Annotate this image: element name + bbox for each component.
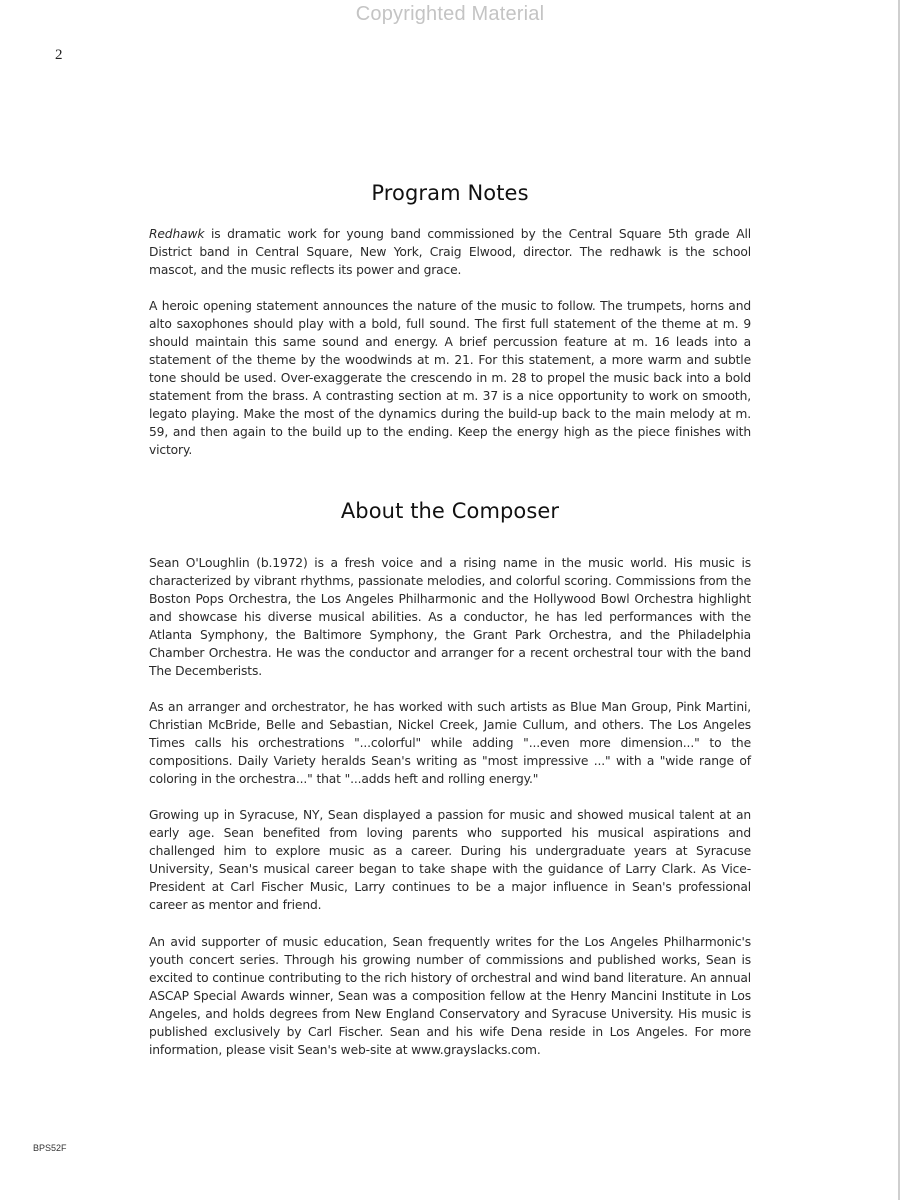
piece-title: Redhawk	[149, 227, 205, 241]
composer-paragraph: Sean O'Loughlin (b.1972) is a fresh voice and a rising name in the music world. His music is characterized by vibrant rhythms, passionate melodies, and colorful scoring. Commissions from the Boston Pops Orchestra, the Los Angeles Philharmonic and the Hollywood Bowl Orchestra highlight and showcase his diverse musical abilities. As a conductor, he has led performances with the Atlanta Symphony, the Baltimore Symphony, the Grant Park Orchestra, and the Philadelphia Chamber Orchestra. He was the conductor and arranger for a recent orchestral tour with the band The Decemberists.	[149, 556, 751, 678]
program-notes-paragraph: A heroic opening statement announces the nature of the music to follow. The trumpets, horns and alto saxophones should play with a bold, full sound. The first full statement of the theme at m. 9 should maintain this same sound and energy. A brief percussion feature at m. 16 leads into a statement of the theme by the woodwinds at m. 21. For this statement, a more warm and subtle tone should be used. Over-exaggerate the crescendo in m. 28 to propel the music back into a bold statement from the brass. A contrasting section at m. 37 is a nice opportunity to work on smooth, legato playing. Make the most of the dynamics during the build-up back to the main melody at m. 59, and then again to the build up to the ending. Keep the energy high as the piece finishes with victory.	[149, 299, 751, 457]
program-notes-paragraph-text: is dramatic work for young band commissioned by the Central Square 5th grade All District band in Central Square, New York, Craig Elwood, director. The redhawk is the school mascot, and the music reflects its power and grace.	[149, 227, 751, 277]
copyright-watermark: Copyrighted Material	[355, 3, 545, 25]
page-number: 2	[55, 47, 63, 63]
program-notes-paragraph	[149, 225, 751, 279]
composer-paragraph: An avid supporter of music education, Sean frequently writes for the Los Angeles Philharmonic's youth concert series. Through his growing number of commissions and published works, Sean is excited to continue contributing to the rich history of orchestral and wind band literature. An annual ASCAP Special Awards winner, Sean was a composition fellow at the Henry Mancini Institute in Los Angeles, and holds degrees from New England Conservatory and Syracuse University. His music is published exclusively by Carl Fischer. Sean and his wife Dena reside in Los Angeles. For more information, please visit Sean's web-site at www.grayslacks.com.	[149, 935, 752, 1057]
composer-paragraph: As an arranger and orchestrator, he has worked with such artists as Blue Man Group, Pink Martini, Christian McBride, Belle and Sebastian, Nickel Creek, Jamie Cullum, and others. The Los Angeles Times calls his orchestrations "...colorful" while adding "...even more dimension..." to the compositions. Daily Variety heralds Sean's writing as "most impressive ..." with a "wide range of coloring in the orchestra..." that "...adds heft and rolling energy."	[149, 700, 751, 786]
catalog-code: BPS52F	[33, 1143, 67, 1153]
about-composer-heading: About the Composer	[340, 499, 560, 523]
composer-paragraph: Growing up in Syracuse, NY, Sean displayed a passion for music and showed musical talent at an early age. Sean benefited from loving parents who supported his musical aspirations and challenged him to explore music as a career. During his undergraduate years at Syracuse University, Sean's musical career began to take shape with the guidance of Larry Clark. As Vice-President at Carl Fischer Music, Larry continues to be a major influence in Sean's professional career as mentor and friend.	[149, 808, 751, 912]
program-notes-heading: Program Notes	[371, 181, 529, 205]
